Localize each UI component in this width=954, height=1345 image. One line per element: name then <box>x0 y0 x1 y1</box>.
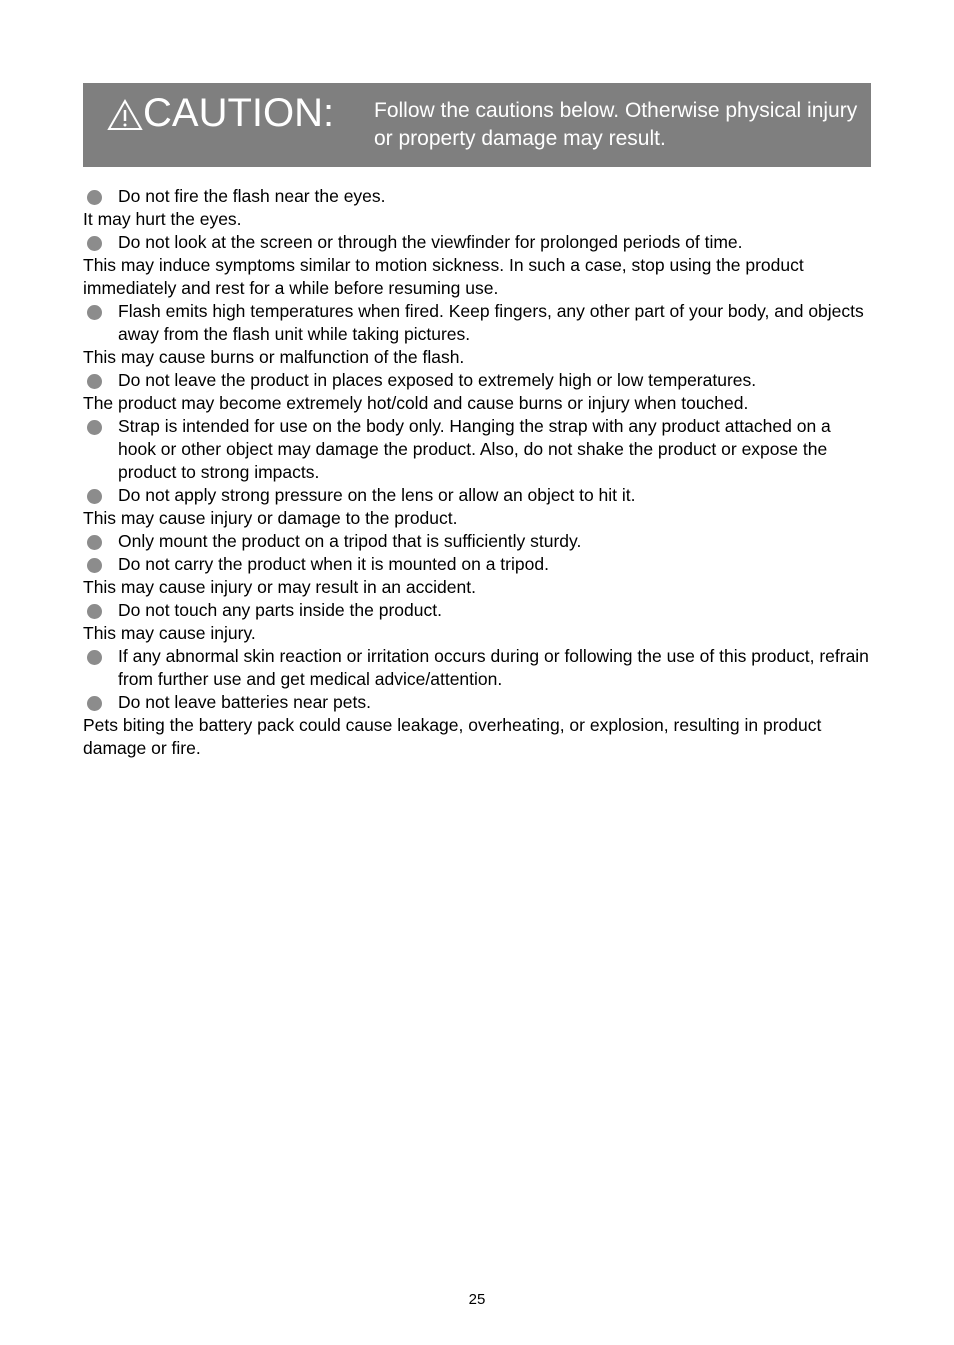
caution-bullet-text: Do not apply strong pressure on the lens or allow an object to hit it. <box>118 485 636 505</box>
bullet-dot-icon <box>87 236 102 251</box>
caution-explanation-text: This may cause burns or malfunction of the flash. <box>83 347 465 367</box>
caution-bullet-item <box>83 599 873 622</box>
caution-bullet-text: Only mount the product on a tripod that is sufficiently sturdy. <box>118 531 582 551</box>
caution-explanation-text: This may cause injury or damage to the product. <box>83 508 458 528</box>
caution-bullet-item <box>83 553 873 576</box>
caution-explanation-text: This may induce symptoms similar to motion sickness. In such a case, stop using the product immediately and rest for a while before resuming use. <box>83 255 804 298</box>
caution-bullet-text: Do not look at the screen or through the viewfinder for prolonged periods of time. <box>118 232 743 252</box>
bullet-dot-icon <box>87 305 102 320</box>
caution-explanation-text: This may cause injury or may result in an accident. <box>83 577 476 597</box>
caution-bullet-item <box>83 185 873 208</box>
caution-bullet-text: Do not leave the product in places exposed to extremely high or low temperatures. <box>118 370 757 390</box>
caution-bullet-item <box>83 691 873 714</box>
caution-bullet-item <box>83 231 873 254</box>
bullet-dot-icon <box>87 604 102 619</box>
caution-bullet-text: Do not fire the flash near the eyes. <box>118 186 386 206</box>
bullet-dot-icon <box>87 558 102 573</box>
bullet-dot-icon <box>87 190 102 205</box>
caution-bullet-text: Strap is intended for use on the body only. Hanging the strap with any product attached on a hook or other object may damage the product. Also, do not shake the product or expose the product to strong impacts. <box>118 416 831 482</box>
caution-subtitle: Follow the cautions below. Otherwise physical injury or property damage may result. <box>374 99 858 150</box>
caution-heading <box>107 89 334 133</box>
warning-triangle-icon <box>107 99 143 131</box>
caution-explanation-text: This may cause injury. <box>83 623 256 643</box>
caution-bullet-text: Do not leave batteries near pets. <box>118 692 371 712</box>
caution-bullet-text: Flash emits high temperatures when fired. Keep fingers, any other part of your body, and objects away from the flash unit while taking pictures. <box>118 301 864 344</box>
bullet-dot-icon <box>87 650 102 665</box>
caution-explanation-text: It may hurt the eyes. <box>83 209 242 229</box>
caution-bullet-item <box>83 369 873 392</box>
caution-banner <box>83 83 871 167</box>
bullet-dot-icon <box>87 374 102 389</box>
caution-bullet-text: Do not touch any parts inside the product. <box>118 600 442 620</box>
caution-bullet-item <box>83 484 873 507</box>
caution-bullet-item <box>83 530 873 553</box>
caution-bullet-text: If any abnormal skin reaction or irritation occurs during or following the use of this product, refrain from further use and get medical advice/attention. <box>118 646 869 689</box>
caution-bullet-item <box>83 300 873 346</box>
page-number: 25 <box>468 1291 486 1308</box>
bullet-dot-icon <box>87 696 102 711</box>
bullet-dot-icon <box>87 535 102 550</box>
caution-title: CAUTION: <box>143 91 335 135</box>
bullet-dot-icon <box>87 489 102 504</box>
caution-bullet-item <box>83 415 873 484</box>
caution-bullet-text: Do not carry the product when it is mounted on a tripod. <box>118 554 549 574</box>
bullet-dot-icon <box>87 420 102 435</box>
caution-list <box>83 185 873 760</box>
caution-explanation-text: The product may become extremely hot/cold and cause burns or injury when touched. <box>83 393 749 413</box>
caution-explanation-text: Pets biting the battery pack could cause leakage, overheating, or explosion, resulting in product damage or fire. <box>83 715 822 758</box>
caution-bullet-item <box>83 645 873 691</box>
